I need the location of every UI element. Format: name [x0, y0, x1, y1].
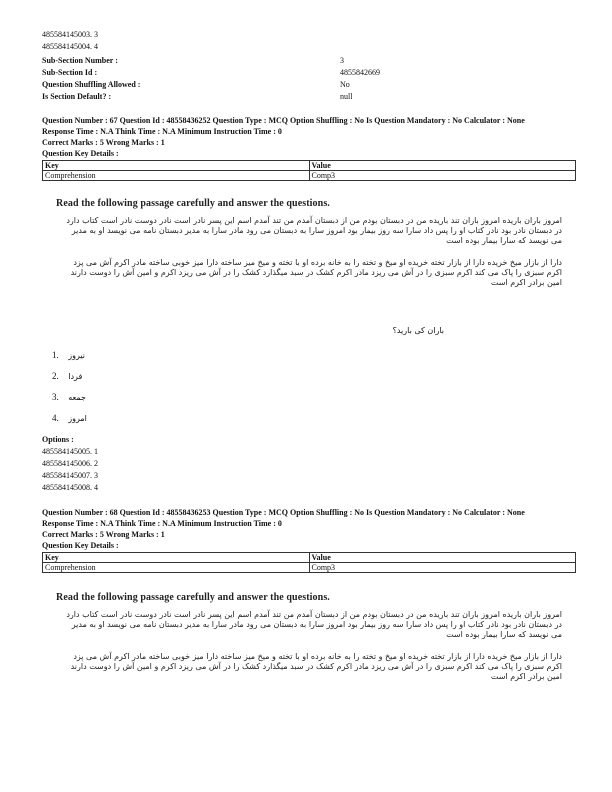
option-id-line: 485584145006. 2 — [42, 459, 98, 468]
option-id-line: 485584145007. 3 — [42, 471, 98, 480]
key-table — [42, 552, 576, 573]
value-cell: Comp3 — [309, 171, 576, 181]
response-time: Response Time : N.A Think Time : N.A Minimum Instruction Time : 0 — [42, 127, 282, 136]
value-header: Value — [309, 553, 576, 563]
question-text: باران کی بارید؟ — [392, 326, 444, 335]
option-text: جمعه — [68, 393, 86, 402]
option-number: 2. — [52, 371, 59, 381]
sub-section-id-value: 4855842669 — [340, 68, 380, 77]
passage-paragraph: دارا از بازار میخ خریده دارا از بازار تخته خریده او میخ و تخته را به خانه برده او با تخته و میخ میز ساخته دارا میز خوبی ساخته مادر اکرم آش می پزد اکرم سبزی را پاک می کند اکرم سبزی را در آش می ریزد مادر اکرم کشک در سبد میگذارد کشک را در آش می ریزد اکرم و امین آش را دوست دارند امین برادر اکرم است — [70, 258, 562, 287]
option-id-line: 485584145008. 4 — [42, 483, 98, 492]
value-cell: Comp3 — [309, 563, 576, 573]
section-default-value: null — [340, 92, 353, 101]
option-id-line: 485584145005. 1 — [42, 447, 98, 456]
key-table — [42, 160, 576, 181]
marks: Correct Marks : 5 Wrong Marks : 1 — [42, 138, 165, 147]
key-details-label: Question Key Details : — [42, 541, 119, 550]
answer-option — [52, 392, 86, 402]
option-id-line: 485584145003. 3 — [42, 30, 98, 39]
marks: Correct Marks : 5 Wrong Marks : 1 — [42, 530, 165, 539]
passage-paragraph: امروز باران باریده امروز باران تند باریده من در دبستان بودم من از دبستان آمدم من تند آمدم اسم این پسر نادر است نادر دوست نادر است کتاب دارد در دبستان نادر بود نادر کتاب او را پس داد سارا سه روز بیمار بود امروز سارا به دبستان می رود مادر سارا به مدیر دبستان نامه می نویسد او به مدیر می نویسد که سارا بیمار بوده است — [66, 216, 562, 245]
answer-option — [52, 371, 82, 381]
passage-heading: Read the following passage carefully and answer the questions. — [56, 198, 330, 209]
option-text: فردا — [68, 372, 83, 381]
passage-paragraph: امروز باران باریده امروز باران تند باریده من در دبستان بودم من از دبستان آمدم من تند آمدم اسم این پسر نادر است نادر دوست نادر است کتاب دارد در دبستان نادر بود نادر کتاب او را پس داد سارا سه روز بیمار بود امروز سارا به دبستان می رود مادر سارا به مدیر دبستان نامه می نویسد او به مدیر می نویسد که سارا بیمار بوده است — [66, 610, 562, 639]
answer-option — [52, 413, 87, 423]
response-time: Response Time : N.A Think Time : N.A Minimum Instruction Time : 0 — [42, 519, 282, 528]
option-text: نیروز — [68, 351, 86, 360]
question-header: Question Number : 67 Question Id : 48558436252 Question Type : MCQ Option Shuffling : No Is Question Mandatory : No Calculator : None — [42, 116, 525, 125]
sub-section-number-label: Sub-Section Number : — [42, 56, 118, 65]
shuffling-value: No — [340, 80, 350, 89]
key-cell: Comprehension — [43, 171, 310, 181]
sub-section-id-label: Sub-Section Id : — [42, 68, 98, 77]
section-default-label: Is Section Default? : — [42, 92, 112, 101]
passage-heading: Read the following passage carefully and answer the questions. — [56, 592, 330, 603]
option-number: 1. — [52, 350, 59, 360]
option-number: 4. — [52, 413, 59, 423]
key-details-label: Question Key Details : — [42, 149, 119, 158]
option-text: امروز — [68, 414, 87, 423]
sub-section-number-value: 3 — [340, 56, 344, 65]
option-number: 3. — [52, 392, 59, 402]
key-cell: Comprehension — [43, 563, 310, 573]
question-header: Question Number : 68 Question Id : 48558436253 Question Type : MCQ Option Shuffling : No Is Question Mandatory : No Calculator : None — [42, 508, 525, 517]
options-label: Options : — [42, 435, 74, 444]
key-header: Key — [43, 161, 310, 171]
value-header: Value — [309, 161, 576, 171]
option-id-line: 485584145004. 4 — [42, 42, 98, 51]
key-header: Key — [43, 553, 310, 563]
passage-paragraph: دارا از بازار میخ خریده دارا از بازار تخته خریده او میخ و تخته را به خانه برده او با تخته و میخ میز ساخته دارا میز خوبی ساخته مادر اکرم آش می پزد اکرم سبزی را پاک می کند اکرم سبزی را در آش می ریزد مادر اکرم کشک در سبد میگذارد کشک را در آش می ریزد اکرم و امین آش را دوست دارند امین برادر اکرم است — [70, 652, 562, 681]
shuffling-label: Question Shuffling Allowed : — [42, 80, 141, 89]
answer-option — [52, 350, 85, 360]
